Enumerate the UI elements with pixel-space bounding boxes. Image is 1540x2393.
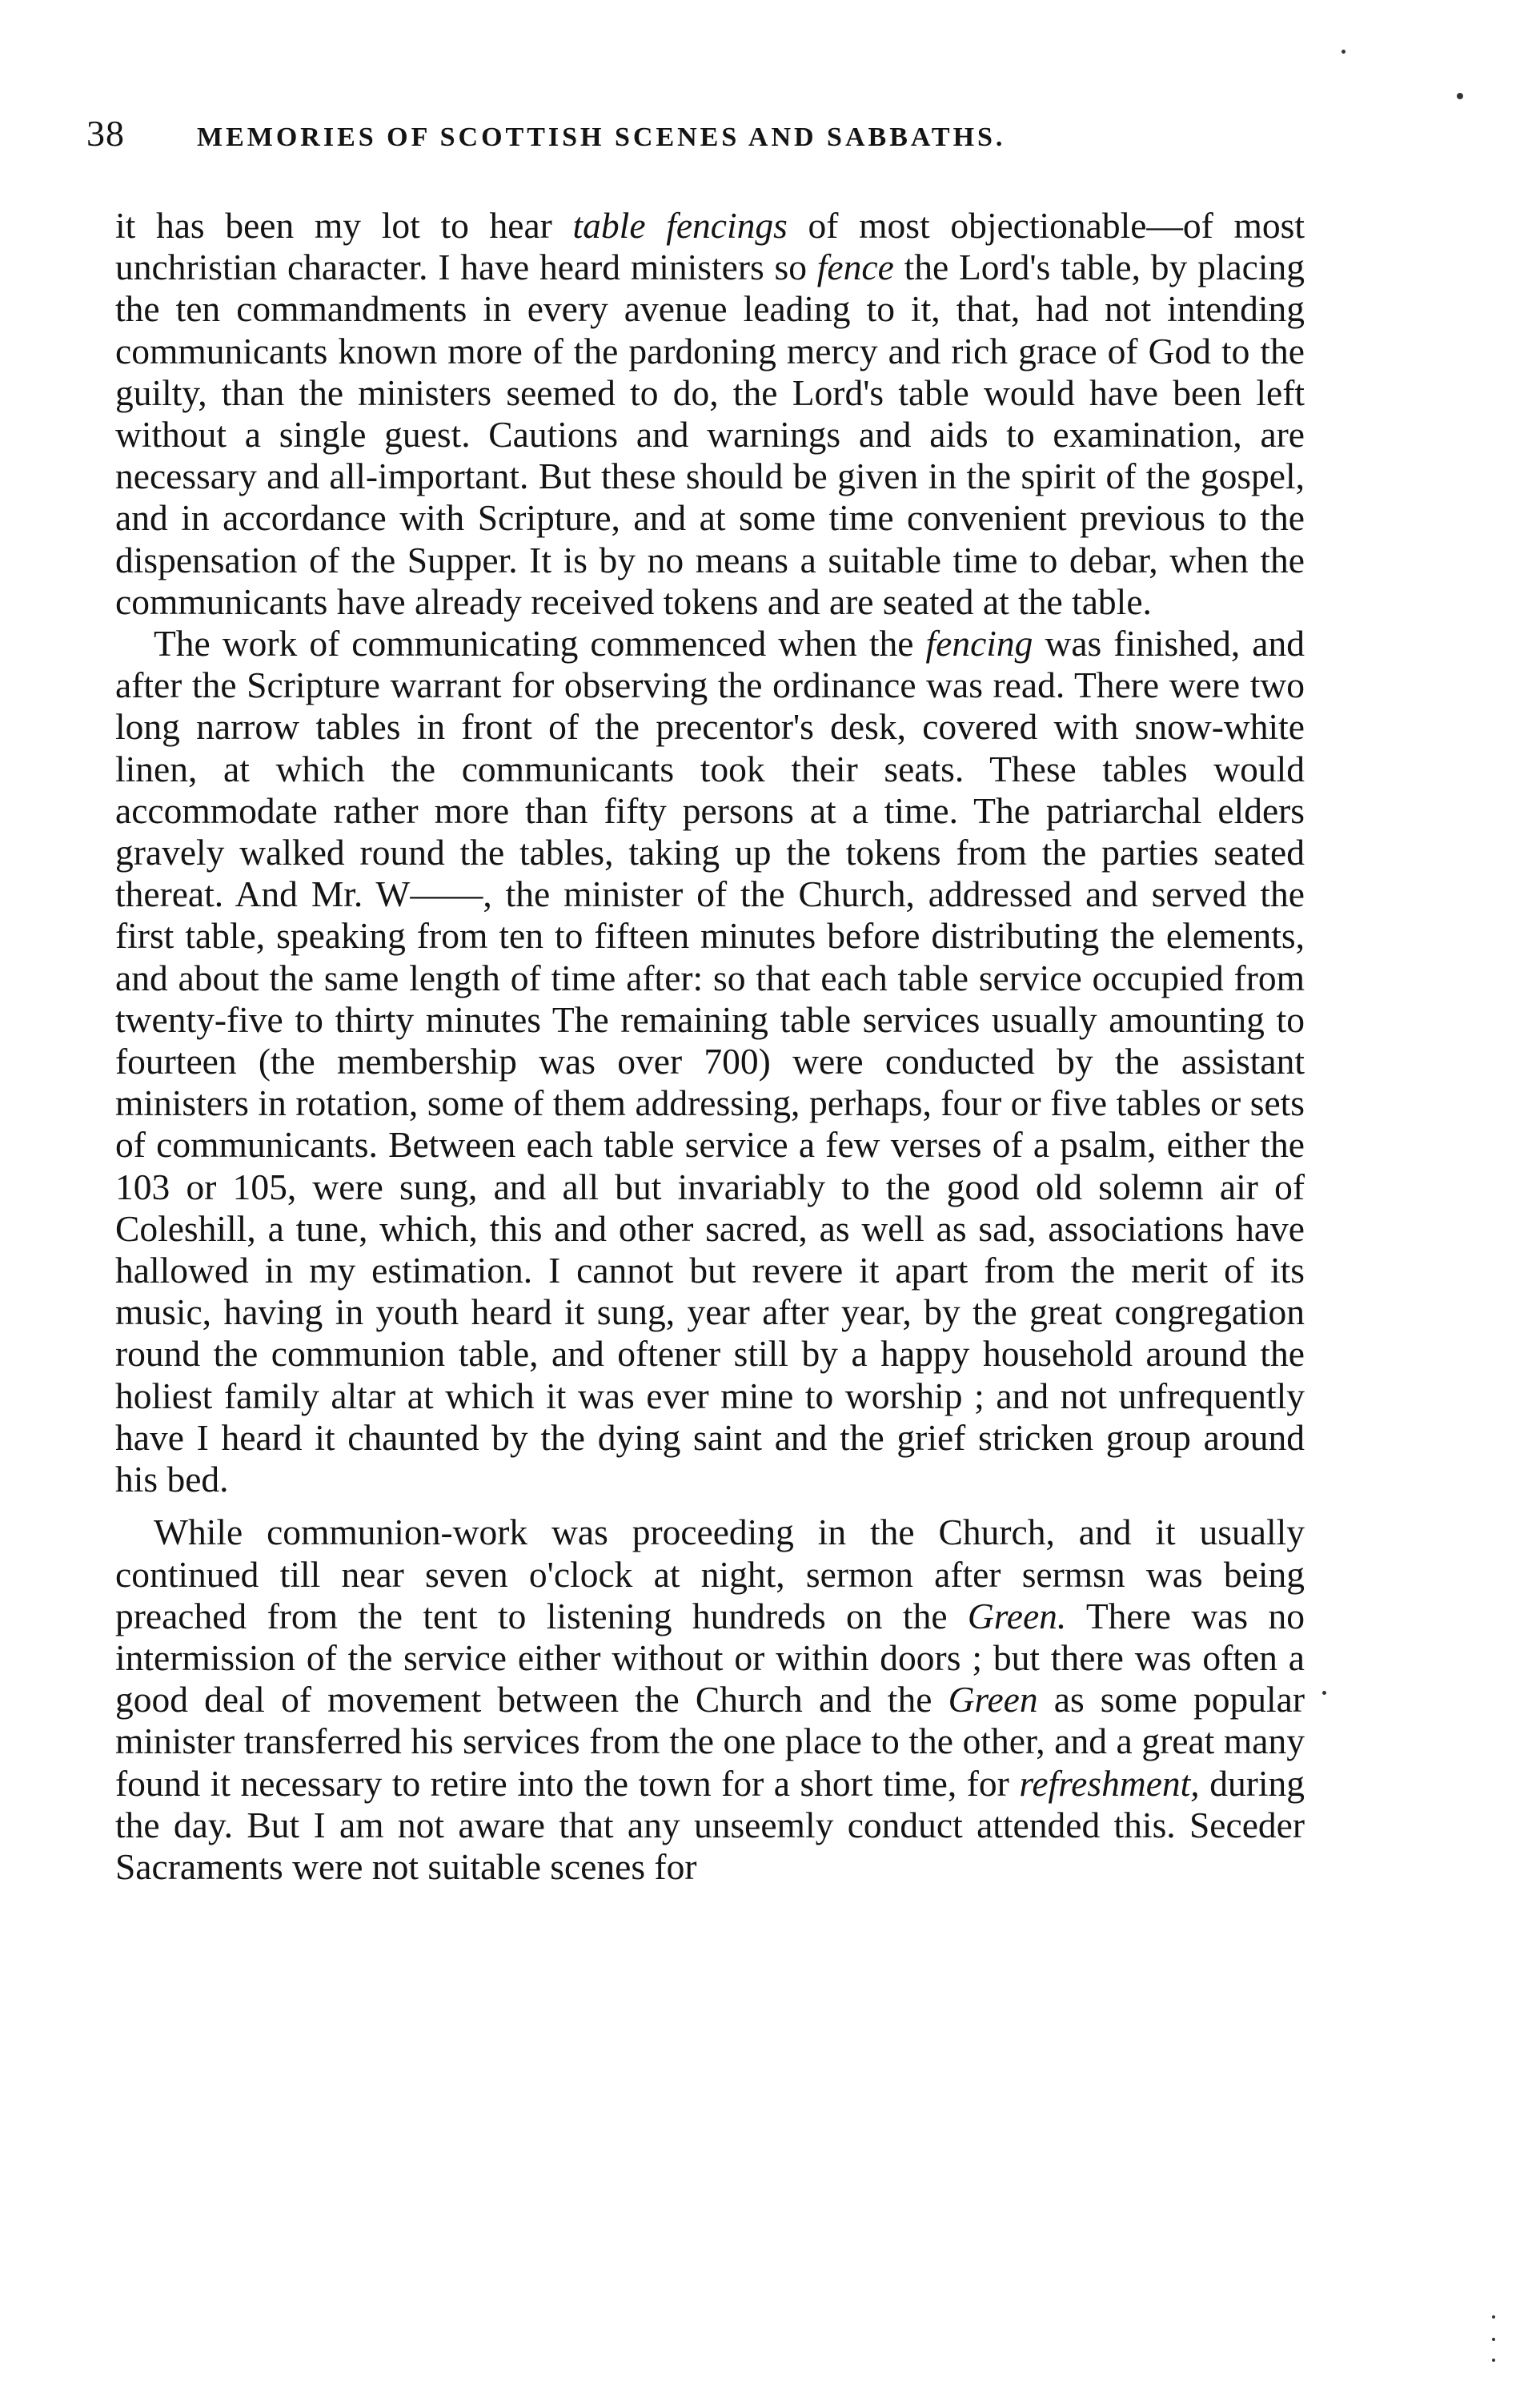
body-text (115, 205, 1305, 1888)
italic-text: Green. (967, 1595, 1067, 1636)
paragraph (115, 205, 1305, 623)
margin-mark (1492, 2338, 1495, 2341)
italic-text: Green (948, 1679, 1038, 1720)
margin-mark (1457, 93, 1463, 99)
page-number: 38 (86, 113, 125, 154)
italic-text: fencing (925, 623, 1033, 664)
text-run: was finished, and after the Scripture warrant for observing the ordinance was read. There were two long narrow tables in front of the precentor's desk, covered with snow-white linen, at which the communicants took their seats. These tables would accommodate rather more than fifty persons at a time. The patriarchal elders gravely walked round the tables, taking up the tokens from the parties seated thereat. And Mr. W——, the minister of the Church, addressed and served the first table, speaking from ten to fifteen minutes before distributing the elements, and about the same length of time after: so that each table service occupied from twenty-five to thirty minutes The remaining table services usually amounting to fourteen (the membership was over 700) were conducted by the assistant ministers in rotation, some of them addressing, perhaps, four or five tables or sets of communicants. Between each table service a few verses of a psalm, either the 103 or 105, were sung, and all but invariably to the good old solemn air of Coleshill, a tune, which, this and other sacred, as well as sad, associations have hallowed in my estimation. I cannot but revere it apart from the merit of its music, having in youth heard it sung, year after year, by the great congregation round the communion table, and oftener still by a happy household around the holiest family altar at which it was ever mine to worship ; and not unfrequently have I heard it chaunted by the dying saint and the grief stricken group around his bed. (115, 623, 1305, 1500)
paragraph (115, 623, 1305, 1500)
text-run: the Lord's table, by placing the ten commandments in every avenue leading to it, that, had not intending communicants known more of the pardoning mercy and rich grace of God to the guilty, than the ministers seemed to do, the Lord's table would have been left without a single guest. Cautions and warnings and aids to examination, are necessary and all-important. But these should be given in the spirit of the gospel, and in accordance with Scripture, and at some time convenient previous to the dispensation of the Supper. It is by no means a suitable time to debar, when the communicants have already received tokens and are seated at the table. (115, 247, 1305, 622)
italic-text: refreshment, (1019, 1762, 1200, 1804)
text-run: during the day. But I am not aware that any unseemly conduct attended this. Seceder Sacraments were not suitable scenes for (115, 1762, 1305, 1887)
text-run: of most objectionable—of most unchristian character. I have heard ministers so (115, 205, 1305, 288)
text-run: as some popular minister transferred his services from the one place to the other, and a great many found it necessary to retire into the town for a short time, for (115, 1679, 1305, 1804)
running-title: MEMORIES OF SCOTTISH SCENES AND SABBATHS. (197, 122, 1006, 152)
text-run: The work of communicating commenced when the (154, 623, 926, 664)
text-run: There was no intermission of the service either without or within doors ; but there was often a good deal of movement between the Church and the (115, 1595, 1305, 1720)
running-head (86, 112, 1335, 160)
paragraph (115, 1512, 1305, 1888)
text-run: it has been my lot to hear (115, 205, 573, 246)
italic-text: table fencings (572, 205, 788, 246)
margin-mark (1492, 2359, 1495, 2362)
margin-mark (1341, 50, 1345, 54)
margin-mark (1322, 1691, 1326, 1695)
margin-mark (1492, 2315, 1495, 2319)
italic-text: fence (816, 247, 894, 288)
text-run: While communion-work was proceeding in the Church, and it usually continued till near seven o'clock at night, sermon after sermsn was being preached from the tent to listening hundreds on the (115, 1512, 1305, 1636)
